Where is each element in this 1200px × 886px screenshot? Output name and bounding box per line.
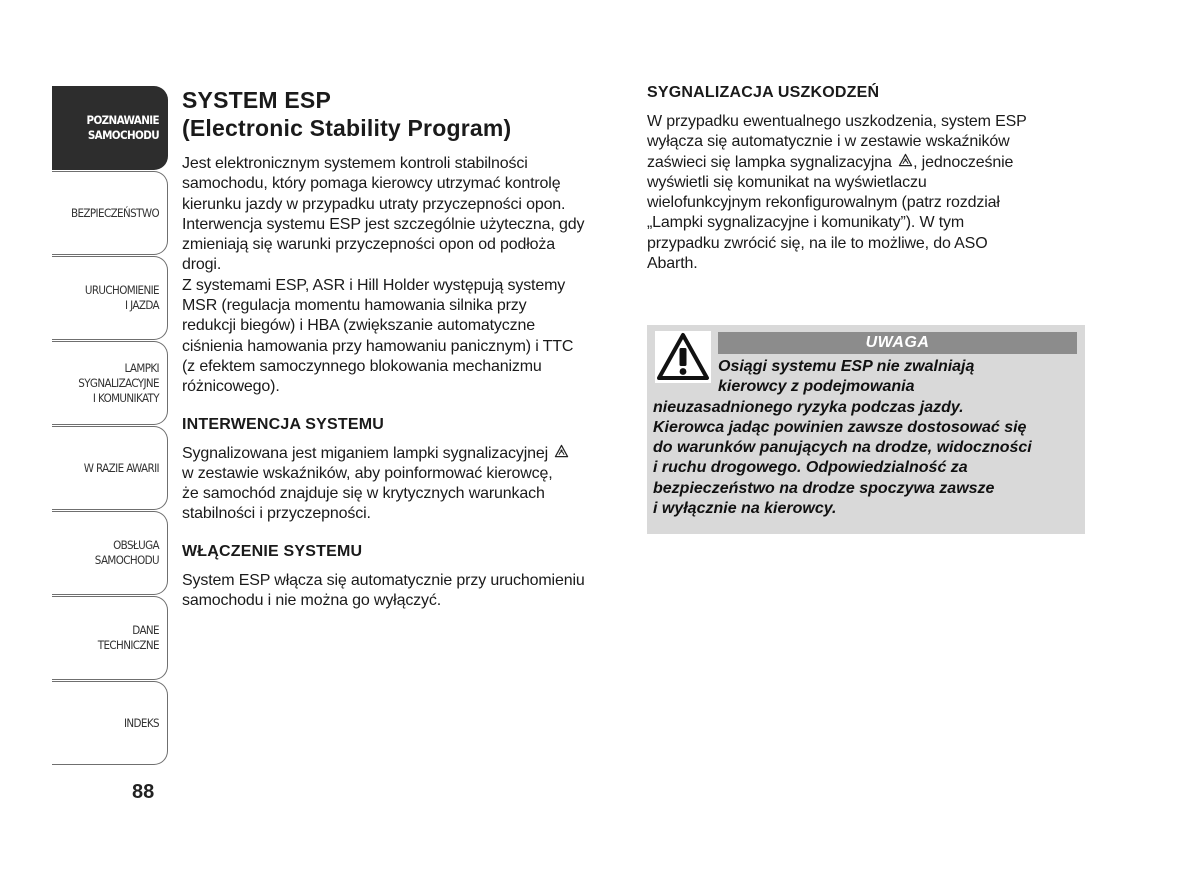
tab-label: POZNAWANIE SAMOCHODU <box>86 113 159 142</box>
interwencja-text-b: w zestawie wskaźników, aby poinformować kierowcę, że samochód znajduje się w krytycznych warunkach stabilności i przyczepności. <box>182 464 553 523</box>
warning-heading: UWAGA <box>718 332 1077 354</box>
tab-poznawanie-samochodu[interactable] <box>52 86 168 170</box>
intro-paragraph: Jest elektronicznym systemem kontroli stabilności samochodu, który pomaga kierowcy utrzymać kontrolę kierunku jazdy w przypadku utraty przyczepności opon. Interwencja systemu ESP jest szczególnie użyteczna, gdy zmieniają się warunki przyczepności opon od podłoża drogi. Z systemami ESP, ASR i Hill Holder występują systemy MSR (regulacja momentu hamowania silnika przy redukcji biegów) i HBA (zwiększanie automatyczne ciśnienia hamowania przy hamowaniu panicznym) i TTC (z efektem samoczynnego blokowania mechanizmu różnicowego). <box>182 155 585 396</box>
esp-warning-lamp-icon <box>554 444 569 459</box>
sygnalizacja-paragraph <box>647 112 1087 274</box>
section-heading-sygnalizacja: SYGNALIZACJA USZKODZEŃ <box>647 84 880 101</box>
tab-lampki-sygnalizacyjne[interactable] <box>52 341 168 425</box>
tab-label: W RAZIE AWARII <box>83 460 159 475</box>
warning-box <box>647 325 1085 534</box>
tab-label: URUCHOMIENIE I JAZDA <box>84 283 159 312</box>
tab-label: OBSŁUGA SAMOCHODU <box>94 538 159 567</box>
tab-label: BEZPIECZEŃSTWO <box>71 205 159 220</box>
sygnalizacja-text-a: W przypadku ewentualnego uszkodzenia, system ESP wyłącza się automatycznie i w zestawie wskaźników zaświeci się lampka sygnalizacyjna <box>647 113 1027 171</box>
warning-line-2: kierowcy z podejmowania <box>718 378 915 396</box>
title-line-1: SYSTEM ESP <box>182 87 331 113</box>
left-column <box>182 86 622 611</box>
right-column <box>647 84 1087 274</box>
warning-line-1: Osiągi systemu ESP nie zwalniają <box>718 358 975 375</box>
title-line-2: (Electronic Stability Program) <box>182 115 512 141</box>
tab-label: LAMPKI SYGNALIZACYJNE I KOMUNIKATY <box>78 360 159 405</box>
chapter-tabs <box>52 86 168 766</box>
interwencja-paragraph <box>182 444 622 525</box>
sygnalizacja-text-b: , jednocześnie wyświetli się komunikat na wyświetlaczu wielofunkcyjnym rekonfigurowalnym (patrz rozdział „Lampki sygnalizacyjne i komunikaty”). W tym przypadku zwrócić się, na ile to możliwe, do ASO Abarth. <box>647 153 1014 273</box>
wlaczenie-paragraph: System ESP włącza się automatycznie przy uruchomieniu samochodu i nie można go wyłączyć. <box>182 571 585 610</box>
esp-warning-lamp-icon <box>898 153 913 168</box>
warning-text <box>653 357 1081 519</box>
page-title <box>182 86 622 142</box>
section-heading-wlaczenie: WŁĄCZENIE SYSTEMU <box>182 542 363 560</box>
tab-label: INDEKS <box>123 715 159 730</box>
tab-indeks[interactable] <box>52 681 168 765</box>
tab-label: DANE TECHNICZNE <box>97 623 159 652</box>
section-heading-interwencja: INTERWENCJA SYSTEMU <box>182 415 385 433</box>
tab-uruchomienie-i-jazda[interactable] <box>52 256 168 340</box>
page-number: 88 <box>132 781 155 803</box>
warning-rest: nieuzasadnionego ryzyka podczas jazdy. Kierowca jadąc powinien zawsze dostosować się do warunków panujących na drodze, widoczności i ruchu drogowego. Odpowiedzialność za bezpieczeństwo na drodze spoczywa zawsze i wyłącznie na kierowcy. <box>653 398 1032 518</box>
tab-obsluga-samochodu[interactable] <box>52 511 168 595</box>
interwencja-text-a: Sygnalizowana jest miganiem lampki sygnalizacyjnej <box>182 444 553 462</box>
tab-w-razie-awarii[interactable] <box>52 426 168 510</box>
tab-dane-techniczne[interactable] <box>52 596 168 680</box>
tab-bezpieczenstwo[interactable] <box>52 171 168 255</box>
